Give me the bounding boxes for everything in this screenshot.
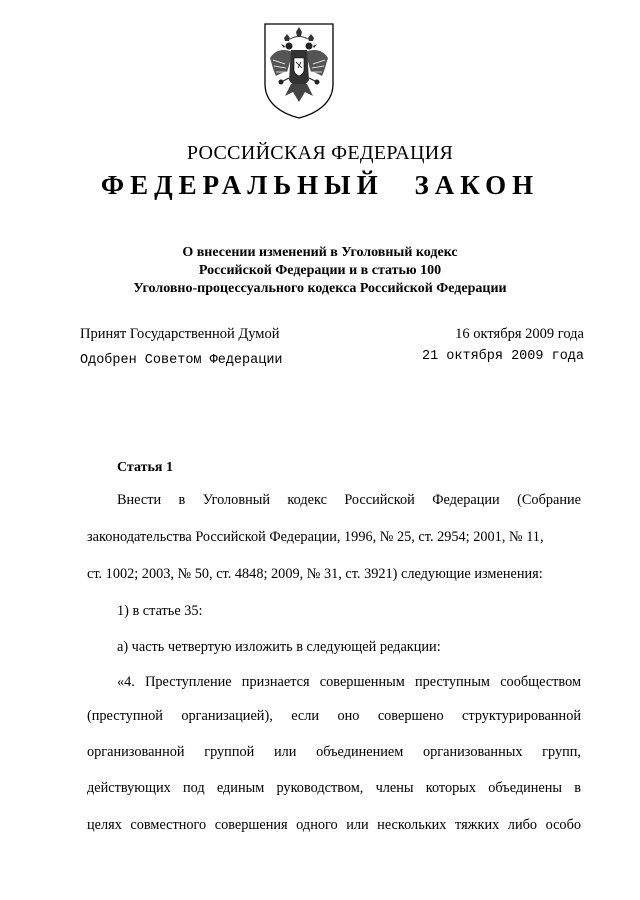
paragraph-line: «4. Преступление признается совершенным преступным сообществом <box>117 674 581 690</box>
country-name: РОССИЙСКАЯ ФЕДЕРАЦИЯ <box>186 142 454 164</box>
paragraph-line: 1) в статье 35: <box>117 603 203 619</box>
law-type-heading: ФЕДЕРАЛЬНЫЙ ЗАКОН <box>100 170 540 200</box>
paragraph-line: а) часть четвертую изложить в следующей редакции: <box>117 639 441 655</box>
paragraph-line: действующих под единым руководством, члены которых объединены в <box>87 780 581 796</box>
paragraph-line: организованной группой или объединением организованных групп, <box>87 744 581 760</box>
paragraph-line: целях совместного совершения одного или нескольких тяжких либо особо <box>87 817 581 833</box>
paragraph-line: ст. 1002; 2003, № 50, ст. 4848; 2009, № 31, ст. 3921) следующие изменения: <box>87 566 543 582</box>
law-title-line: Российской Федерации и в статью 100 <box>198 263 442 278</box>
duma-adoption-date: 16 октября 2009 года <box>455 326 584 342</box>
paragraph-line: (преступной организацией), если оно совершено структурированной <box>87 708 581 724</box>
article-heading: Статья 1 <box>117 460 173 475</box>
council-approval-date: 21 октября 2009 года <box>421 349 584 364</box>
paragraph-line: Внести в Уголовный кодекс Российской Федерации (Собрание <box>117 492 581 508</box>
paragraph-line: законодательства Российской Федерации, 1996, № 25, ст. 2954; 2001, № 11, <box>87 529 544 545</box>
law-title <box>0 244 640 298</box>
law-title-line: Уголовно-процессуального кодекса Российской Федерации <box>133 281 507 296</box>
council-approval-label: Одобрен Советом Федерации <box>80 353 283 368</box>
coat-of-arms-emblem <box>263 22 335 120</box>
law-title-line: О внесении изменений в Уголовный кодекс <box>182 245 458 260</box>
duma-adoption-label: Принят Государственной Думой <box>80 326 280 342</box>
